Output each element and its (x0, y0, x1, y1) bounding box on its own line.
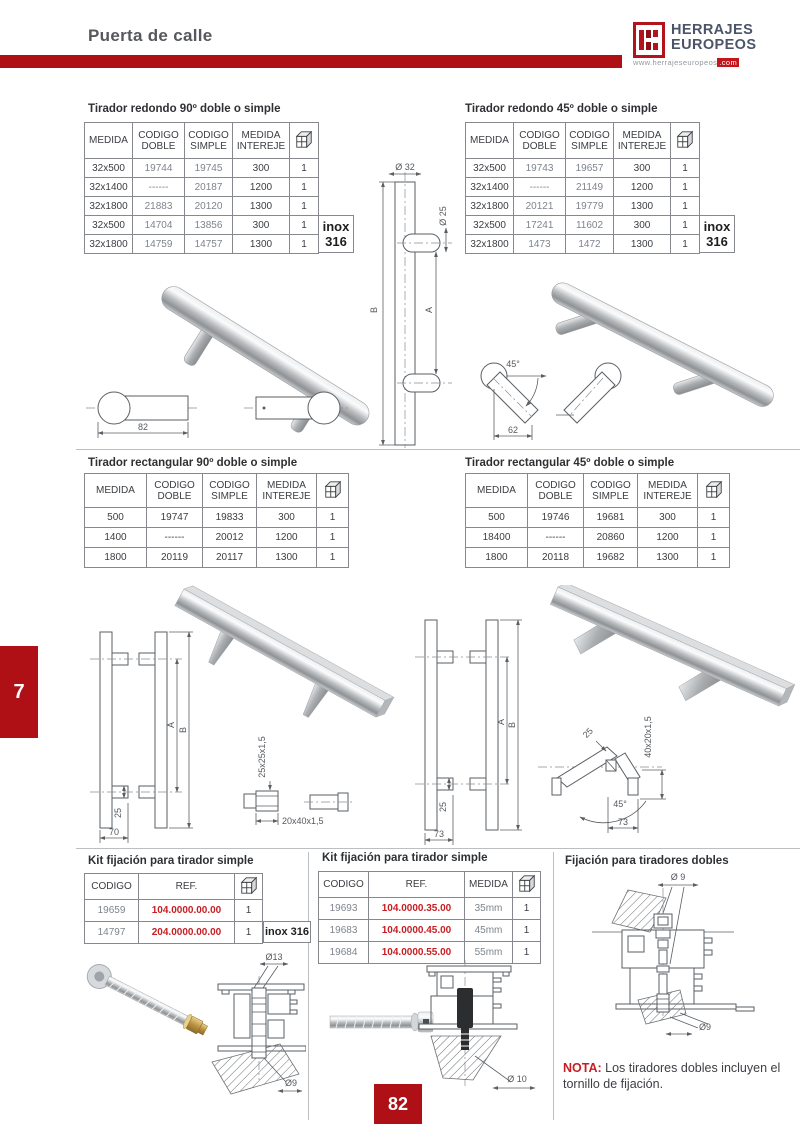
table-cell: 1 (671, 159, 700, 178)
dimension-label: 62 (507, 425, 519, 435)
page-number: 82 (374, 1084, 422, 1124)
dimension-label: Ø13 (265, 952, 283, 962)
package-cube-icon (704, 480, 724, 499)
column-header-codigo: CODIGO (85, 874, 139, 900)
package-cube-icon (294, 130, 314, 149)
table-cell: 20012 (203, 528, 257, 548)
table-cell: 104.0000.35.00 (369, 898, 465, 920)
dimension-label: 70 (108, 827, 120, 837)
brand-mark-icon (633, 22, 665, 58)
column-header-medida: MEDIDA (466, 123, 514, 159)
table-row (319, 898, 541, 920)
column-header-intereje: MEDIDA INTEREJE (233, 123, 290, 159)
table-cell: 500 (85, 508, 147, 528)
table-cell: 1 (671, 235, 700, 254)
dimension-label: 45° (506, 359, 520, 369)
table-header-row (466, 123, 700, 159)
dimension-label: 25x25x1,5 (257, 736, 267, 778)
dimension-label: Ø9 (284, 1078, 298, 1088)
technical-drawing-kit-a (84, 950, 306, 1115)
table-cell: 300 (257, 508, 317, 528)
table-cell: 500 (466, 508, 528, 528)
table-cell: 1 (290, 178, 319, 197)
stub-angle-view (481, 359, 546, 440)
table-cell: 1200 (233, 178, 290, 197)
dimension-label: B (178, 726, 188, 734)
brand-url-suffix: .com (719, 58, 738, 67)
table-kit-a (84, 873, 263, 944)
table-cell: 1 (235, 900, 263, 922)
table-cell: 19746 (528, 508, 584, 528)
table-cell: 1472 (566, 235, 614, 254)
column-header-medida: MEDIDA (85, 123, 133, 159)
unit-column-header (235, 874, 263, 900)
table-cell: 1473 (514, 235, 566, 254)
table-cell: 1 (290, 159, 319, 178)
table-cell: 1 (317, 528, 349, 548)
table-cell: 1800 (466, 548, 528, 568)
table-cell: 32x1800 (466, 197, 514, 216)
handle-elevations (415, 620, 522, 845)
table-cell: 19744 (133, 159, 185, 178)
table-cell: 20118 (528, 548, 584, 568)
table-row (85, 548, 349, 568)
dimension-label: 25 (113, 807, 123, 819)
column-header-codigo-simple: CODIGO SIMPLE (584, 474, 638, 508)
dimension-label: 73 (617, 817, 629, 827)
table-cell: 14704 (133, 216, 185, 235)
table-row (85, 922, 263, 944)
dimension-label: Ø9 (698, 1022, 712, 1032)
column-header-ref: REF. (139, 874, 235, 900)
table-cell: 20117 (203, 548, 257, 568)
dimension-label: Ø 10 (507, 1074, 527, 1084)
double-fixing-section-drawing (592, 872, 754, 1034)
table-cell: 1300 (614, 197, 671, 216)
table-cell: 1 (317, 508, 349, 528)
table-row (85, 900, 263, 922)
column-header-intereje: MEDIDA INTEREJE (257, 474, 317, 508)
package-cube-icon (517, 874, 537, 893)
table-row (319, 920, 541, 942)
table-cell: 1 (671, 178, 700, 197)
section-title-kit-a: Kit fijación para tirador simple (88, 855, 254, 867)
table-row (466, 548, 730, 568)
table-cell: 1200 (638, 528, 698, 548)
table-cell: ------ (133, 178, 185, 197)
table-cell: 19693 (319, 898, 369, 920)
table-row (466, 508, 730, 528)
inox-value: 316 (706, 234, 728, 249)
table-cell: 20119 (147, 548, 203, 568)
table-header-row (319, 872, 541, 898)
table-cell: 300 (638, 508, 698, 528)
table-cell: 19745 (185, 159, 233, 178)
brand-name (671, 23, 756, 53)
table-cell: 11602 (566, 216, 614, 235)
handle-render-rect-45 (537, 585, 795, 739)
table-cell: 104.0000.00.00 (139, 900, 235, 922)
fixing-bolt-photo (84, 960, 211, 1041)
section-views (244, 736, 354, 826)
table-cell: 300 (233, 216, 290, 235)
table-cell: 1300 (257, 548, 317, 568)
table-cell: 18400 (466, 528, 528, 548)
table-cell: 1 (317, 548, 349, 568)
table-cell: 21149 (566, 178, 614, 197)
column-header-codigo-doble: CODIGO DOBLE (133, 123, 185, 159)
brand-url (633, 58, 739, 67)
column-header-codigo: CODIGO (319, 872, 369, 898)
table-cell: 19657 (566, 159, 614, 178)
dimension-label: A (496, 718, 506, 726)
table-cell: 32x500 (466, 216, 514, 235)
dimension-label: 82 (137, 422, 149, 432)
unit-column-header (513, 872, 541, 898)
table-cell: 20121 (514, 197, 566, 216)
column-header-medida: MEDIDA (466, 474, 528, 508)
table-header-row (85, 474, 349, 508)
table-cell: 1 (698, 528, 730, 548)
package-cube-icon (675, 130, 695, 149)
note-label: NOTA: (563, 1061, 602, 1075)
dimension-label: 45° (613, 799, 627, 809)
handle-elevation (369, 162, 452, 448)
table-cell: 55mm (465, 942, 513, 964)
stub-angle-view-2 (556, 363, 621, 423)
chapter-tab: 7 (0, 646, 38, 738)
table-cell: 204.0000.00.00 (139, 922, 235, 944)
column-header-codigo-doble: CODIGO DOBLE (514, 123, 566, 159)
table-kit-b (318, 871, 541, 964)
unit-column-header (317, 474, 349, 508)
section-title-dobles: Fijación para tiradores dobles (565, 855, 729, 867)
column-header-medida: MEDIDA (465, 872, 513, 898)
table-cell: 1300 (638, 548, 698, 568)
table-cell: 1 (290, 235, 319, 254)
column-divider (308, 852, 309, 1120)
table-cell: 32x500 (85, 216, 133, 235)
table-cell: 1 (513, 898, 541, 920)
table-cell: 1 (513, 920, 541, 942)
technical-drawing-rect45 (410, 585, 802, 847)
dimension-label: A (166, 721, 176, 729)
dimension-label: 20x40x1,5 (282, 816, 324, 826)
section-title-rect45: Tirador rectangular 45º doble o simple (465, 457, 675, 469)
table-row (466, 528, 730, 548)
table-cell: 1 (671, 216, 700, 235)
table-cell: 32x1400 (85, 178, 133, 197)
table-cell: 21883 (133, 197, 185, 216)
fixing-screw-photo (330, 1012, 433, 1032)
column-header-codigo-doble: CODIGO DOBLE (528, 474, 584, 508)
table-cell: 1 (671, 197, 700, 216)
table-cell: 300 (614, 216, 671, 235)
table-cell: 1300 (233, 235, 290, 254)
inox-label: inox (703, 219, 731, 234)
table-cell: 1200 (614, 178, 671, 197)
table-row (85, 528, 349, 548)
table-cell: ------ (514, 178, 566, 197)
table-header-row (85, 874, 263, 900)
table-header-row (85, 123, 319, 159)
iso-stub-view (538, 716, 666, 833)
column-header-codigo-simple: CODIGO SIMPLE (203, 474, 257, 508)
table-cell: 19833 (203, 508, 257, 528)
table-cell: 1300 (233, 197, 290, 216)
dimension-label: A (424, 306, 434, 314)
table-cell: 19659 (85, 900, 139, 922)
table-cell: 104.0000.55.00 (369, 942, 465, 964)
table-cell: 1 (698, 508, 730, 528)
table-redondo45 (465, 122, 700, 254)
table-row (466, 178, 700, 197)
package-cube-icon (239, 876, 259, 895)
column-divider (553, 852, 554, 1120)
dimension-label: B (507, 721, 517, 729)
table-row (466, 197, 700, 216)
table-cell: ------ (528, 528, 584, 548)
section-title-redondo45: Tirador redondo 45º doble o simple (465, 103, 658, 115)
table-rect45 (465, 473, 730, 568)
table-row (85, 508, 349, 528)
unit-column-header (290, 123, 319, 159)
table-cell: 1 (513, 942, 541, 964)
stub-end-view-2 (244, 392, 348, 424)
header-rule (0, 55, 622, 68)
inox-316-badge: inox 316 (263, 921, 311, 943)
table-cell: 19683 (319, 920, 369, 942)
technical-drawing-rect90 (84, 585, 410, 847)
fixing-section-drawing (419, 960, 535, 1088)
table-cell: 19684 (319, 942, 369, 964)
technical-drawing-dobles (558, 868, 802, 1040)
table-cell: 32x1800 (85, 197, 133, 216)
table-cell: 300 (233, 159, 290, 178)
brand-name-line2: EUROPEOS (671, 37, 757, 53)
table-cell: 1200 (257, 528, 317, 548)
table-cell: 104.0000.45.00 (369, 920, 465, 942)
table-cell: 14797 (85, 922, 139, 944)
dimension-label: B (369, 306, 379, 314)
dimension-label: Ø 9 (670, 872, 686, 882)
table-cell: ------ (147, 528, 203, 548)
brand-name-line1: HERRAJES (671, 22, 754, 38)
dimension-label: 25 (580, 725, 595, 740)
table-cell: 32x1400 (466, 178, 514, 197)
package-cube-icon (323, 480, 343, 499)
stub-end-view (86, 392, 200, 438)
section-title-kit-b: Kit fijación para tirador simple (322, 852, 488, 864)
table-cell: 1 (290, 216, 319, 235)
table-cell: 32x500 (85, 159, 133, 178)
table-cell: 19681 (584, 508, 638, 528)
brand-url-text: www.herrajeseuropeos (633, 58, 718, 67)
column-header-intereje: MEDIDA INTEREJE (614, 123, 671, 159)
column-header-ref: REF. (369, 872, 465, 898)
table-row (466, 216, 700, 235)
table-cell: 20860 (584, 528, 638, 548)
table-cell: 45mm (465, 920, 513, 942)
inox-label: inox (322, 219, 350, 234)
dimension-label: 25 (438, 801, 448, 813)
table-cell: 20187 (185, 178, 233, 197)
table-cell: 17241 (514, 216, 566, 235)
table-cell: 13856 (185, 216, 233, 235)
table-cell: 32x500 (466, 159, 514, 178)
table-cell: 1800 (85, 548, 147, 568)
unit-column-header (671, 123, 700, 159)
inox-value: 316 (325, 234, 347, 249)
page-title: Puerta de calle (88, 26, 213, 45)
column-header-intereje: MEDIDA INTEREJE (638, 474, 698, 508)
table-cell: 19682 (584, 548, 638, 568)
technical-drawing-redondo90 (84, 160, 460, 448)
table-cell: 14757 (185, 235, 233, 254)
inox-316-badge (699, 215, 735, 253)
fixing-section-drawing (212, 952, 306, 1094)
table-cell: 19743 (514, 159, 566, 178)
table-cell: 32x1800 (466, 235, 514, 254)
column-header-medida: MEDIDA (85, 474, 147, 508)
table-cell: 19747 (147, 508, 203, 528)
handle-render-rect-90 (159, 585, 394, 749)
table-cell: 32x1800 (85, 235, 133, 254)
table-cell: 1 (290, 197, 319, 216)
dimension-label: Ø 25 (438, 206, 448, 226)
dimension-label: Ø 32 (395, 162, 415, 172)
column-header-codigo-simple: CODIGO SIMPLE (185, 123, 233, 159)
dimension-label: 73 (433, 829, 445, 839)
table-cell: 1400 (85, 528, 147, 548)
technical-drawing-kit-b (315, 958, 550, 1118)
table-cell: 35mm (465, 898, 513, 920)
table-cell: 300 (614, 159, 671, 178)
table-row (466, 235, 700, 254)
dimension-label: 40x20x1,5 (643, 716, 653, 758)
section-title-rect90: Tirador rectangular 90º doble o simple (88, 457, 298, 469)
section-divider (76, 848, 800, 849)
table-header-row (466, 474, 730, 508)
note-text: NOTA: Los tiradores dobles incluyen el tornillo de fijación. (563, 1061, 781, 1091)
unit-column-header (698, 474, 730, 508)
section-title-redondo90: Tirador redondo 90º doble o simple (88, 103, 281, 115)
column-header-codigo-simple: CODIGO SIMPLE (566, 123, 614, 159)
table-cell: 14759 (133, 235, 185, 254)
column-header-codigo-doble: CODIGO DOBLE (147, 474, 203, 508)
table-cell: 19779 (566, 197, 614, 216)
handle-elevations (90, 632, 193, 843)
table-cell: 20120 (185, 197, 233, 216)
handle-render-round-90 (138, 282, 373, 448)
table-cell: 1 (235, 922, 263, 944)
table-cell: 1 (698, 548, 730, 568)
table-rect90 (84, 473, 349, 568)
section-divider (76, 449, 800, 450)
technical-drawing-redondo45 (460, 265, 800, 448)
table-row (466, 159, 700, 178)
table-cell: 1300 (614, 235, 671, 254)
